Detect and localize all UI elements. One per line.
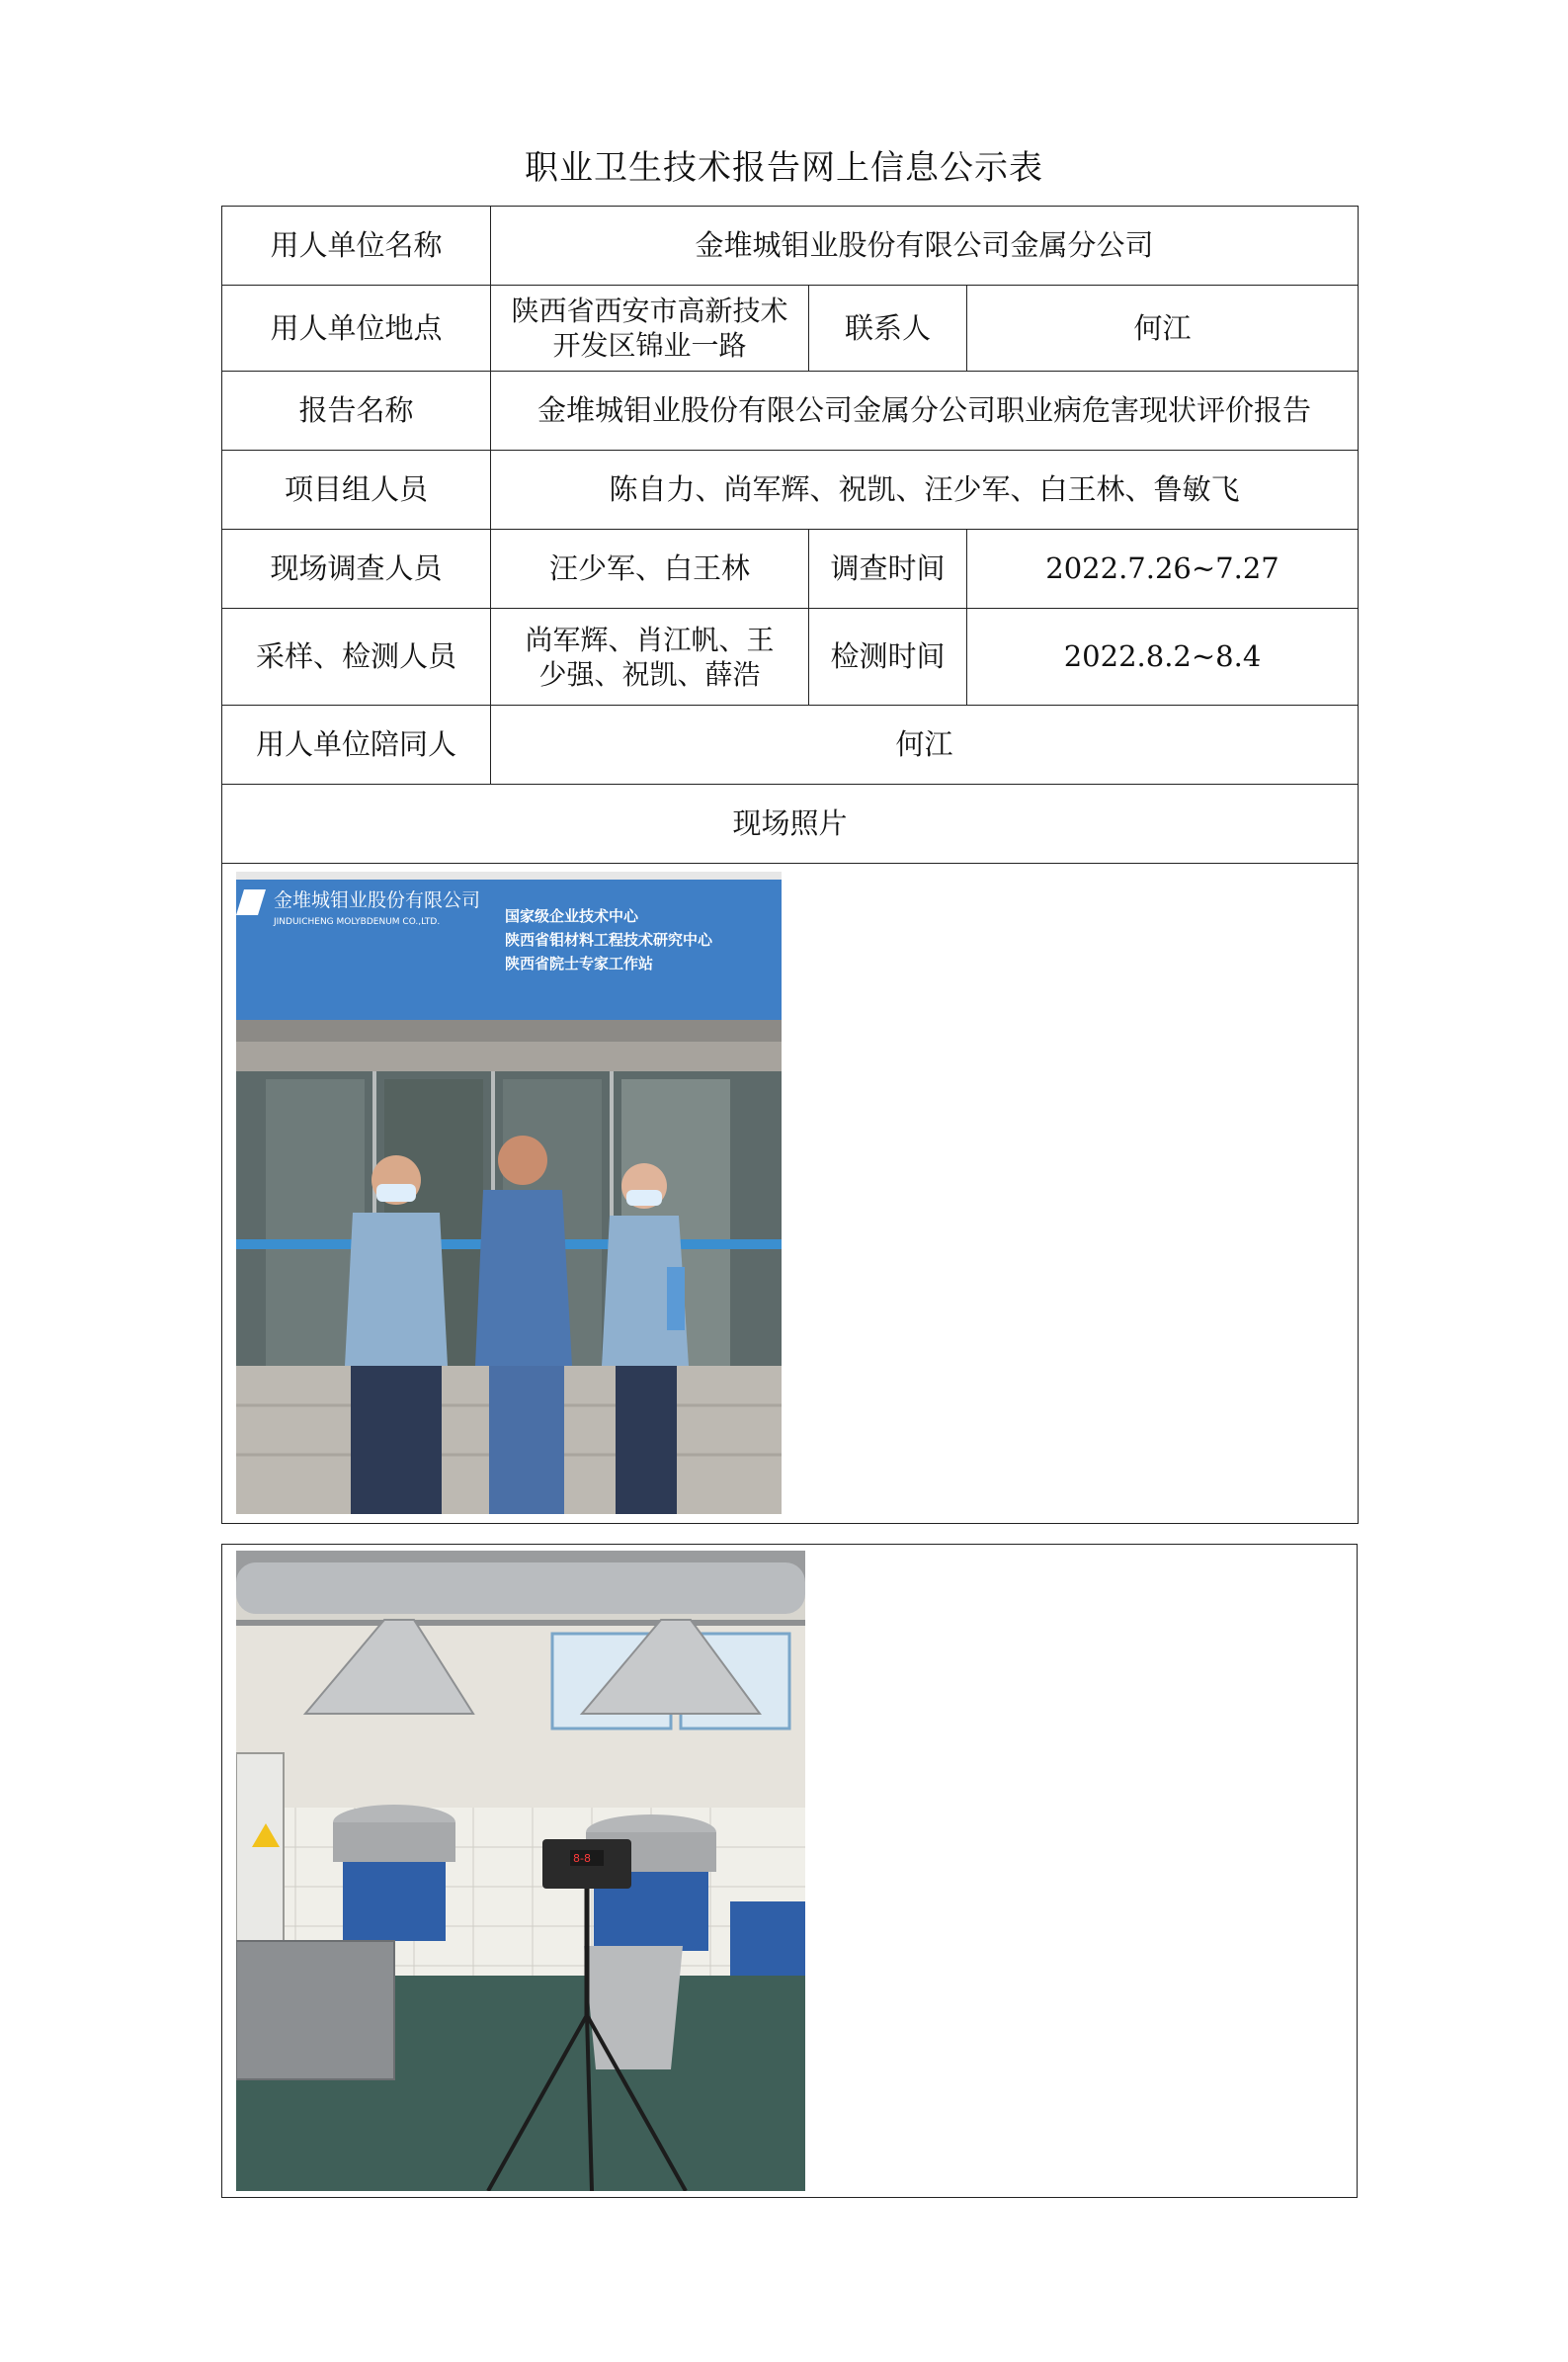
row-employer-address	[222, 286, 1359, 372]
escort-value: 何江	[491, 706, 1359, 785]
instrument-display: 8-8	[573, 1852, 591, 1865]
row-escort	[222, 706, 1359, 785]
employer-address-line1: 陕西省西安市高新技术	[511, 295, 788, 327]
air-duct	[236, 1562, 805, 1614]
report-name-label: 报告名称	[222, 372, 491, 451]
steel-cart	[236, 1941, 394, 2079]
photo-2-box	[221, 1544, 1358, 2198]
contact-value: 何江	[967, 286, 1359, 372]
contact-label: 联系人	[809, 286, 967, 372]
sign-line-2: 陕西省钼材料工程技术研究中心	[505, 931, 713, 949]
steel-bucket	[584, 1946, 683, 2069]
sampling-value	[491, 609, 809, 706]
employer-name-value: 金堆城钼业股份有限公司金属分公司	[491, 207, 1359, 286]
site-survey-value: 汪少军、白王林	[491, 530, 809, 609]
survey-time-value: 2022.7.26~7.27	[967, 530, 1359, 609]
row-photo-1	[222, 864, 1359, 1524]
test-time-label: 检测时间	[809, 609, 967, 706]
test-time-value: 2022.8.2~8.4	[967, 609, 1359, 706]
sampling-label: 采样、检测人员	[222, 609, 491, 706]
escort-label: 用人单位陪同人	[222, 706, 491, 785]
row-employer-name	[222, 207, 1359, 286]
employer-address-line2: 开发区锦业一路	[552, 329, 747, 362]
row-project-team	[222, 451, 1359, 530]
row-sampling	[222, 609, 1359, 706]
employer-address-label: 用人单位地点	[222, 286, 491, 372]
survey-time-label: 调查时间	[809, 530, 967, 609]
project-team-value: 陈自力、尚军辉、祝凯、汪少军、白王林、鲁敏飞	[491, 451, 1359, 530]
sampling-value-line2: 少强、祝凯、薛浩	[538, 657, 761, 691]
sign-company-en: JINDUICHENG MOLYBDENUM CO.,LTD.	[274, 917, 441, 927]
site-photo-workshop	[236, 1551, 805, 2191]
row-photos-header	[222, 785, 1359, 864]
row-site-survey	[222, 530, 1359, 609]
sampling-value-line1: 尚军辉、肖江帆、王	[525, 623, 775, 656]
sign-line-1: 国家级企业技术中心	[505, 907, 639, 925]
sign-line-3: 陕西省院士专家工作站	[505, 955, 654, 972]
photo-1-cell	[222, 864, 1359, 1524]
control-cabinet	[236, 1753, 284, 1951]
photos-header: 现场照片	[222, 785, 1359, 864]
project-team-label: 项目组人员	[222, 451, 491, 530]
employer-name-label: 用人单位名称	[222, 207, 491, 286]
report-name-value: 金堆城钼业股份有限公司金属分公司职业病危害现状评价报告	[491, 372, 1359, 451]
row-report-name	[222, 372, 1359, 451]
employer-address-value	[491, 286, 809, 372]
sieve-machine-left	[333, 1805, 455, 1941]
page-title: 职业卫生技术报告网上信息公示表	[525, 148, 1043, 188]
sign-company-cn: 金堆城钼业股份有限公司	[274, 889, 481, 911]
info-table	[221, 206, 1359, 1524]
site-survey-label: 现场调查人员	[222, 530, 491, 609]
person-middle	[475, 1136, 572, 1514]
site-photo-entrance	[236, 872, 782, 1514]
